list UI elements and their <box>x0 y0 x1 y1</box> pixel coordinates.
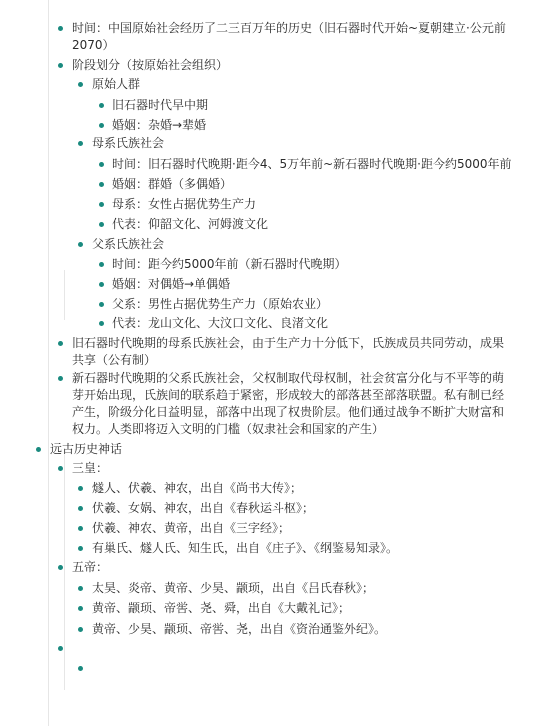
bullet-dot-icon[interactable] <box>78 526 83 531</box>
outline-item-text: 产生，阶级分化日益明显，部落中出现了权贵阶层。他们通过战争不断扩大财富和 <box>72 405 505 419</box>
outline-item-text: 婚姻：群婚（多偶婚） <box>112 177 233 191</box>
indent-guide-line <box>64 270 65 320</box>
outline-item-text: 母系：女性占据优势生产力 <box>112 197 257 211</box>
bullet-dot-icon[interactable] <box>99 302 104 307</box>
bullet-dot-icon[interactable] <box>99 202 104 207</box>
outline-item-text: 代表：龙山文化、大汶口文化、良渚文化 <box>112 316 329 330</box>
bullet-dot-icon[interactable] <box>58 376 63 381</box>
outline-item-text: 新石器时代晚期的父系氏族社会，父权制取代母权制，社会贫富分化与不平等的萌 <box>72 371 505 385</box>
outline-item-text: 时间：距今约5000年前（新石器时代晚期） <box>112 257 347 271</box>
bullet-dot-icon[interactable] <box>78 666 83 671</box>
bullet-dot-icon[interactable] <box>99 182 104 187</box>
outline-item-text: 父系：男性占据优势生产力（原始农业） <box>112 297 329 311</box>
bullet-dot-icon[interactable] <box>58 565 63 570</box>
bullet-dot-icon[interactable] <box>78 627 83 632</box>
outline-item-text: 远古历史神话 <box>50 442 123 456</box>
outline-item-text: 共享（公有制） <box>72 353 157 367</box>
bullet-dot-icon[interactable] <box>78 242 83 247</box>
bullet-dot-icon[interactable] <box>99 123 104 128</box>
bullet-dot-icon[interactable] <box>99 262 104 267</box>
bullet-dot-icon[interactable] <box>78 586 83 591</box>
bullet-dot-icon[interactable] <box>36 447 41 452</box>
bullet-dot-icon[interactable] <box>99 103 104 108</box>
outline-item-text: 伏羲、神农、黄帝，出自《三字经》； <box>92 521 291 535</box>
outline-item-text: 母系氏族社会 <box>92 136 165 150</box>
outline-item-text: 父系氏族社会 <box>92 237 165 251</box>
outline-item-text: 有巢氏、燧人氏、知生氏，出自《庄子》、《纲鉴易知录》。 <box>92 541 399 555</box>
bullet-dot-icon[interactable] <box>78 606 83 611</box>
outline-item-text: 五帝： <box>72 560 109 574</box>
bullet-dot-icon[interactable] <box>58 26 63 31</box>
outline-item-text: 旧石器时代早中期 <box>112 98 209 112</box>
bullet-dot-icon[interactable] <box>58 466 63 471</box>
outline-item-text: 黄帝、少昊、颛顼、帝喾、尧，出自《资治通鉴外纪》。 <box>92 622 387 636</box>
bullet-dot-icon[interactable] <box>99 162 104 167</box>
bullet-dot-icon[interactable] <box>99 321 104 326</box>
outline-item-text: 旧石器时代晚期的母系氏族社会，由于生产力十分低下，氏族成员共同劳动，成果 <box>72 336 505 350</box>
bullet-dot-icon[interactable] <box>58 63 63 68</box>
outline-item-text: 权力。人类即将迈入文明的门槛（奴隶社会和国家的产生） <box>72 422 385 436</box>
bullet-dot-icon[interactable] <box>99 222 104 227</box>
outline-item-text: 燧人、伏羲、神农，出自《尚书大传》； <box>92 481 303 495</box>
outline-item-text: 时间：旧石器时代晚期·距今4、5万年前~新石器时代晚期·距今约5000年前 <box>112 157 512 171</box>
bullet-dot-icon[interactable] <box>78 141 83 146</box>
outline-item-text: 伏羲、女娲、神农，出自《春秋运斗枢》； <box>92 501 315 515</box>
outline-item-text: 代表：仰韶文化、河姆渡文化 <box>112 217 269 231</box>
bullet-dot-icon[interactable] <box>78 82 83 87</box>
outline-item-text: 太昊、炎帝、黄帝、少昊、颛顼，出自《吕氏春秋》； <box>92 581 375 595</box>
outline-item-text: 三皇： <box>72 461 109 475</box>
outline-item-text: 阶段划分（按原始社会组织） <box>72 58 229 72</box>
outline-item-text: 婚姻：对偶婚→单偶婚 <box>112 277 231 291</box>
outline-item-text: 黄帝、颛顼、帝喾、尧、舜，出自《大戴礼记》； <box>92 601 351 615</box>
outline-item-text: 婚姻：杂婚→辈婚 <box>112 118 207 132</box>
bullet-dot-icon[interactable] <box>78 506 83 511</box>
outline-item-text: 芽开始出现，氏族间的联系趋于紧密，形成较大的部落甚至部落联盟。私有制已经 <box>72 388 505 402</box>
bullet-dot-icon[interactable] <box>78 546 83 551</box>
outline-item-text: 时间：中国原始社会经历了二三百万年的历史（旧石器时代开始~夏朝建立·公元前 <box>72 21 506 35</box>
bullet-dot-icon[interactable] <box>99 282 104 287</box>
bullet-dot-icon[interactable] <box>78 486 83 491</box>
outline-item-text: 2070） <box>72 38 115 52</box>
bullet-dot-icon[interactable] <box>58 646 63 651</box>
bullet-dot-icon[interactable] <box>58 341 63 346</box>
outline-item-text: 原始人群 <box>92 77 141 91</box>
indent-guide-line <box>64 455 65 690</box>
indent-guide-line <box>48 0 49 726</box>
